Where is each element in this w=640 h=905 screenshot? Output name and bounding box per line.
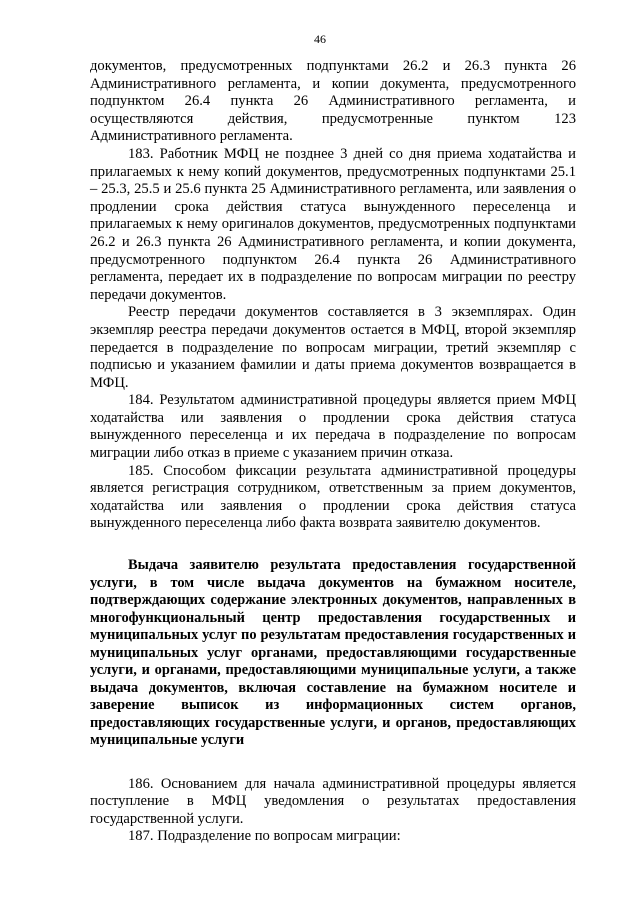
document-body bbox=[90, 58, 576, 846]
paragraph-186: 186. Основанием для начала административной процедуры является поступление в МФЦ уведомления о результатах предоставления государственной услуги. bbox=[90, 775, 576, 827]
paragraph-registry: Реестр передачи документов составляется в 3 экземплярах. Один экземпляр реестра передачи документов остается в МФЦ, второй экземпляр передается в подразделение по вопросам миграции, третий экземпляр с подписью и указанием фамилии и даты приема документов возвращается в МФЦ. bbox=[90, 304, 576, 391]
paragraph-187: 187. Подразделение по вопросам миграции: bbox=[128, 828, 401, 845]
section-heading: Выдача заявителю результата предоставления государственной услуги, в том числе выдача документов на бумажном носителе, подтверждающих содержание электронных документов, направленных в многофункциональный центр предоставления государственных и муниципальных услуг по результатам предоставления государственных и муниципальных услуг органами, предоставляющими государственные услуги, и органами, предоставляющими муниципальные услуги, а также выдача документов, включая составление на бумажном носителе и заверение выписок из информационных систем органов, предоставляющих государственные услуги, и органов, предоставляющих муниципальные услуги bbox=[90, 557, 576, 749]
paragraph-183: 183. Работник МФЦ не позднее 3 дней со дня приема ходатайства и прилагаемых к нему копий документов, предусмотренных подпунктами 25.1 – 25.3, 25.5 и 25.6 пункта 25 Административного регламента, или заявления о продлении срока действия статуса вынужденного переселенца и прилагаемых к нему оригиналов документов, предусмотренных подпунктами 26.2 и 26.3 пункта 26 Административного регламента, и копии документа, предусмотренного подпунктом 26.4 пункта 26 Административного регламента, передает их в подразделение по вопросам миграции по реестру передачи документов. bbox=[90, 145, 576, 303]
paragraph-185: 185. Способом фиксации результата административной процедуры является регистрация сотрудником, ответственным за прием документов, ходатайства или заявления о продлении срока действия статуса вынужденного переселенца либо факта возврата заявителю документов. bbox=[90, 462, 576, 532]
page-number: 46 bbox=[314, 32, 326, 46]
paragraph-continuation: документов, предусмотренных подпунктами 26.2 и 26.3 пункта 26 Административного регламента, и копии документа, предусмотренного подпунктом 26.4 пункта 26 Административного регламента, и осуществляются действия, предусмотренные пунктом 123 Административного регламента. bbox=[90, 58, 576, 145]
paragraph-184: 184. Результатом административной процедуры является прием МФЦ ходатайства или заявления о продлении срока действия статуса вынужденного переселенца и их передача в подразделение по вопросам миграции либо отказ в приеме с указанием причин отказа. bbox=[90, 392, 576, 462]
